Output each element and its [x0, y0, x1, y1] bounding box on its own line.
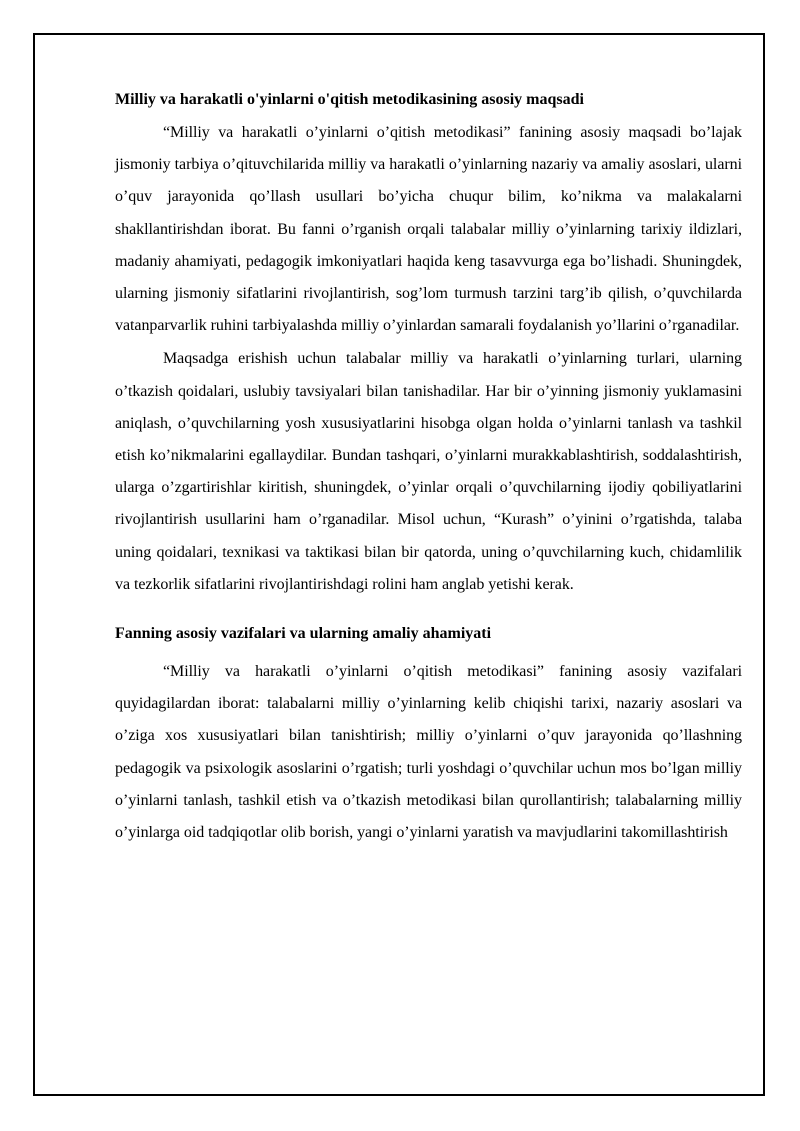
section-heading-goal: Milliy va harakatli o'yinlarni o'qitish metodikasining asosiy maqsadi — [115, 91, 584, 108]
document-body — [115, 86, 742, 849]
paragraph-tasks-1: “Milliy va harakatli o’yinlarni o’qitish metodikasi” fanining asosiy vazifalari quyidagilardan iborat: talabalarni milliy o’yinlarning kelib chiqishi tarixi, nazariy asoslari va o’ziga xos xususiyatlari bilan tanishtirish; milliy o’yinlarni o’quv jarayonida qo’llashning pedagogik va psixologik asoslarini o’rgatish; turli yoshdagi o’quvchilar uchun mos bo’lgan milliy o’yinlarni tanlash, tashkil etish va o’tkazish metodikasi bilan qurollantirish; talabalarning milliy o’yinlarga oid tadqiqotlar olib borish, yangi o’yinlarni yaratish va mavjudlarini takomillashtirish — [115, 663, 742, 842]
section-heading-tasks: Fanning asosiy vazifalari va ularning amaliy ahamiyati — [115, 625, 492, 643]
paragraph-goal-1: “Milliy va harakatli o’yinlarni o’qitish metodikasi” fanining asosiy maqsadi bo’lajak jismoniy tarbiya o’qituvchilarida milliy va harakatli o’yinlarning nazariy va amaliy asoslari, ularni o’quv jarayonida qo’llash usullari bo’yicha chuqur bilim, ko’nikma va malakalarni shakllantirishdan iborat. Bu fanni o’rganish orqali talabalar milliy o’yinlarning tarixiy ildizlari, madaniy ahamiyati, pedagogik imkoniyatlari haqida keng tasavvurga ega bo’lishadi. Shuningdek, ularning jismoniy sifatlarini rivojlantirish, sog’lom turmush tarzini targ’ib qilish, o’quvchilarda vatanparvarlik ruhini tarbiyalashda milliy o’yinlardan samarali foydalanish yo’llarini o’rganadilar. — [115, 124, 742, 335]
paragraph-goal-2: Maqsadga erishish uchun talabalar milliy va harakatli o’yinlarning turlari, ularning o’tkazish qoidalari, uslubiy tavsiyalari bilan tanishadilar. Har bir o’yinning jismoniy yuklamasini aniqlash, o’quvchilarning yosh xususiyatlarini hisobga olgan holda o’yinlarni tanlash va tashkil etish ko’nikmalarini egallaydilar. Bundan tashqari, o’yinlarni murakkablashtirish, soddalashtirish, ularga o’zgartirishlar kiritish, shuningdek, o’yinlar orqali o’quvchilarning ijodiy qobiliyatlarini rivojlantirish usullarini ham o’rganadilar. Misol uchun, “Kurash” o’yinini o’rgatishda, talaba uning qoidalari, texnikasi va taktikasi bilan bir qatorda, uning o’quvchilarning kuch, chidamlilik va tezkorlik sifatlarini rivojlantirishdagi rolini ham anglab yetishi kerak. — [115, 350, 742, 593]
